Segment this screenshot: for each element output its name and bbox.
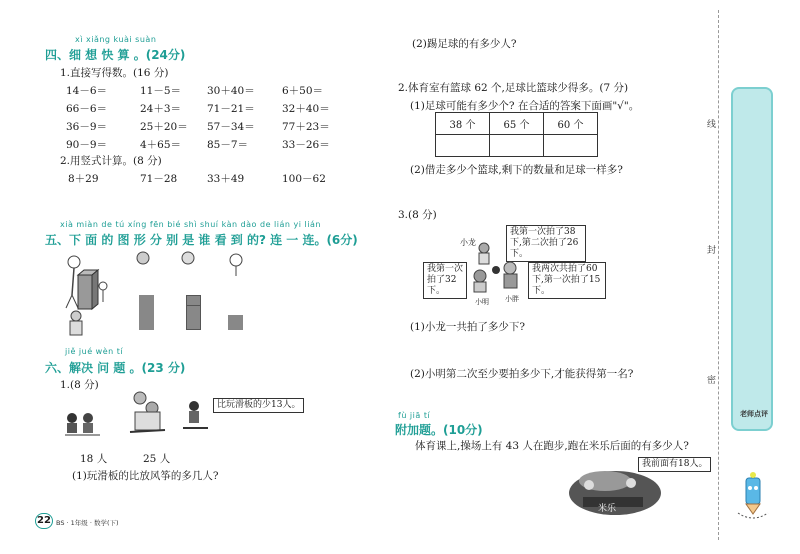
answer-cell[interactable]	[490, 135, 544, 157]
answer-cell[interactable]	[436, 135, 490, 157]
equation: 57－34＝	[207, 121, 255, 133]
extra-pinyin: fù jiā tí	[398, 411, 431, 420]
ball-players-icon	[462, 242, 532, 294]
q3-1: (1)小龙一共拍了多少下?	[410, 321, 526, 333]
square-shape	[228, 315, 243, 330]
equation: 14－6＝	[66, 85, 108, 97]
teacher-comment-panel	[731, 87, 773, 431]
equation: 90－9＝	[66, 139, 108, 151]
equation: 30＋40＝	[207, 85, 255, 97]
speech-bubble: 比玩滑板的少13人。	[213, 398, 304, 413]
vertical-calc: 100－62	[282, 173, 326, 185]
equation: 4＋65＝	[140, 139, 182, 151]
equation: 36－9＝	[66, 121, 108, 133]
vertical-calc: 71－28	[140, 173, 178, 185]
count-label: 18 人	[80, 453, 108, 465]
option-cell: 60 个	[544, 113, 598, 135]
section4-q1: 1.直接写得数。(16 分)	[60, 67, 169, 79]
section5-pinyin: xià miàn de tú xíng fēn bié shì shuí kàn dào de lián yi lián	[60, 220, 321, 229]
option-cell: 65 个	[490, 113, 544, 135]
name-label: 小龙	[460, 238, 476, 247]
binding-line	[718, 10, 719, 540]
speech-bubble: 我前面有18人。	[638, 457, 711, 472]
equation: 66－6＝	[66, 103, 108, 115]
section6-q1-1: (1)玩滑板的比放风筝的多几人?	[72, 470, 219, 482]
shapes-illustration	[48, 250, 298, 345]
equation: 85－7＝	[207, 139, 249, 151]
q2-1: (1)足球可能有多少个? 在合适的答案下面画"√"。	[410, 100, 640, 112]
teacher-comment-label: 老师点评	[740, 409, 768, 418]
q1-2: (2)踢足球的有多少人?	[412, 38, 517, 50]
margin-char: 密	[707, 376, 717, 386]
footer-label: BS · 1年级 · 数学(下)	[56, 519, 119, 527]
options-table	[435, 112, 598, 157]
q3-2: (2)小明第二次至少要拍多少下,才能获得第一名?	[410, 368, 634, 380]
extra-title: 附加题。(10分)	[395, 423, 483, 437]
margin-char: 封	[707, 246, 717, 256]
tall-rect-shape	[139, 295, 154, 330]
section4-q2: 2.用竖式计算。(8 分)	[60, 155, 162, 167]
speech-bubble: 我第一次拍了32下。	[423, 262, 467, 299]
figures-icon	[48, 250, 298, 345]
section6-pinyin: jiě jué wèn tí	[65, 347, 124, 356]
equation: 71－21＝	[207, 103, 255, 115]
section4-title: 四、细 想 快 算 。(24分)	[45, 48, 186, 62]
vertical-calc: 8＋29	[68, 173, 99, 185]
q2: 2.体育室有篮球 62 个,足球比篮球少得多。(7 分)	[398, 82, 629, 94]
section6-q1: 1.(8 分)	[60, 379, 99, 391]
equation: 24＋3＝	[140, 103, 182, 115]
rect-with-line-shape	[186, 295, 201, 330]
equation: 25＋20＝	[140, 121, 188, 133]
name-label: 米乐	[598, 504, 617, 514]
answer-cell[interactable]	[544, 135, 598, 157]
page-number: 22	[35, 513, 53, 529]
speech-bubble: 我两次共拍了60下,第一次拍了15下。	[528, 262, 606, 299]
name-label: 小明	[475, 298, 489, 306]
equation: 77＋23＝	[282, 121, 330, 133]
equation: 32＋40＝	[282, 103, 330, 115]
speech-bubble: 我第一次拍了38下,第二次拍了26下。	[506, 225, 586, 262]
equation: 11－5＝	[140, 85, 182, 97]
count-label: 25 人	[143, 453, 171, 465]
extra-question: 体育课上,操场上有 43 人在跑步,跑在米乐后面的有多少人?	[415, 440, 689, 452]
option-cell: 38 个	[436, 113, 490, 135]
vertical-calc: 33＋49	[207, 173, 245, 185]
q3: 3.(8 分)	[398, 209, 437, 221]
section6-title: 六、解决 问 题 。(23 分)	[45, 361, 186, 375]
section4-pinyin: xì xiǎng kuài suàn	[75, 35, 157, 44]
equation: 6＋50＝	[282, 85, 324, 97]
name-label: 小胖	[505, 295, 519, 303]
section5-title: 五、下 面 的 图 形 分 别 是 谁 看 到 的? 连 一 连。(6分)	[45, 233, 358, 247]
q2-2: (2)借走多少个篮球,剩下的数量和足球一样多?	[410, 164, 623, 176]
equation: 33－26＝	[282, 139, 330, 151]
margin-char: 线	[707, 120, 717, 130]
pencil-mascot-icon	[733, 468, 773, 523]
